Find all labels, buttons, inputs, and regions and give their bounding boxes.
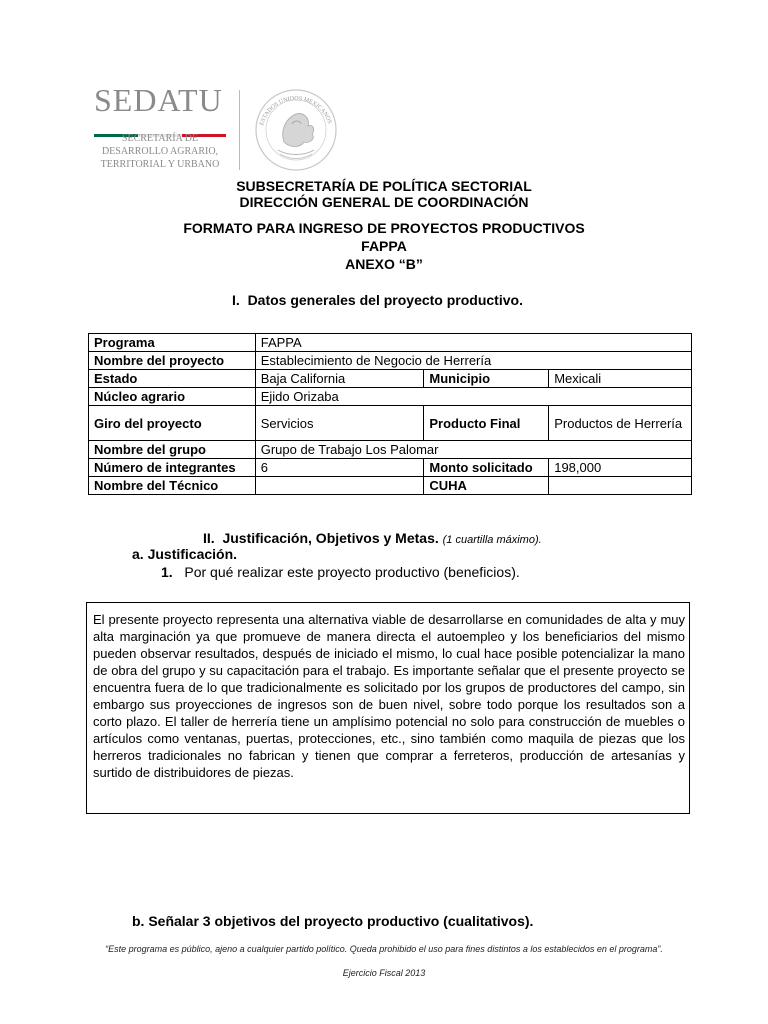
svg-text:ESTADOS UNIDOS MEXICANOS: ESTADOS UNIDOS MEXICANOS <box>259 95 333 127</box>
table-row: Nombre del grupo Grupo de Trabajo Los Palomar <box>89 441 692 459</box>
item-1: 1. Por qué realizar este proyecto productivo (beneficios). <box>161 564 520 580</box>
logo-brand: SEDATU <box>94 82 223 118</box>
title-formato: FORMATO PARA INGRESO DE PROYECTOS PRODUCTIVOS <box>183 220 585 236</box>
header-divider <box>239 90 240 170</box>
coat-of-arms-icon <box>250 84 342 181</box>
section-2-note: (1 cuartilla máximo). <box>442 534 542 546</box>
footer-fiscal-year: Ejercicio Fiscal 2013 <box>342 968 426 978</box>
section-1-heading: I. Datos generales del proyecto productivo. <box>232 292 523 308</box>
section-2-heading: II. Justificación, Objetivos y Metas. (1 cuartilla máximo). <box>203 530 542 546</box>
sedatu-logo <box>94 84 244 174</box>
table-row: Programa FAPPA <box>89 334 692 352</box>
table-row: Número de integrantes 6 Monto solicitado 198,000 <box>89 459 692 477</box>
title-anexo: ANEXO “B” <box>345 256 423 272</box>
table-row: Estado Baja California Municipio Mexicali <box>89 370 692 388</box>
logo-flag-rule <box>94 124 226 127</box>
footer-disclaimer: “Este programa es público, ajeno a cualquier partido político. Queda prohibido el uso para fines distintos a los establecidos en el programa”. <box>105 944 663 954</box>
title-direccion: DIRECCIÓN GENERAL DE COORDINACIÓN <box>239 194 529 210</box>
table-row: Nombre del proyecto Establecimiento de Negocio de Herrería <box>89 352 692 370</box>
title-subsecretaria: SUBSECRETARÍA DE POLÍTICA SECTORIAL <box>236 178 532 194</box>
table-row: Núcleo agrario Ejido Orizaba <box>89 388 692 406</box>
table-row: Nombre del Técnico CUHA <box>89 477 692 495</box>
general-data-table <box>88 333 692 495</box>
table-row: Giro del proyecto Servicios Producto Final Productos de Herrería <box>89 406 692 441</box>
justification-box <box>86 602 690 814</box>
logo-subtitle: SECRETARÍA DE DESARROLLO AGRARIO, TERRITORIAL Y URBANO <box>100 133 220 170</box>
title-fappa: FAPPA <box>361 238 407 254</box>
justification-text: El presente proyecto representa una alternativa viable de desarrollarse en comunidades de alta y muy alta marginación ya que promueve de manera directa el autoempleo y los beneficiarios del mismo pueden observar resultados, después de iniciado el mismo, lo cual hace posible potencializar la mano de obra del grupo y su capacitación para el trabajo. Es importante señalar que el presente proyecto se encuentra fuera de lo que tradicionalmente es solicitado por los grupos de productores del campo, sin embargo sus proyecciones de ingresos son de buen nivel, sobre todo porque los resultados son a corto plazo. El taller de herrería tiene un amplísimo potencial no solo para construcción de muebles o artículos como ventanas, puertas, protecciones, etc., sino también como maquila de piezas que los herreros tradicionales no fabrican y tienen que comprar a ferreteros, producción de artesanías y surtido de distribuidores de piezas. <box>93 612 685 780</box>
subsection-a-heading: a. Justificación. <box>132 546 238 562</box>
subsection-b-heading: b. Señalar 3 objetivos del proyecto productivo (cualitativos). <box>132 913 534 929</box>
